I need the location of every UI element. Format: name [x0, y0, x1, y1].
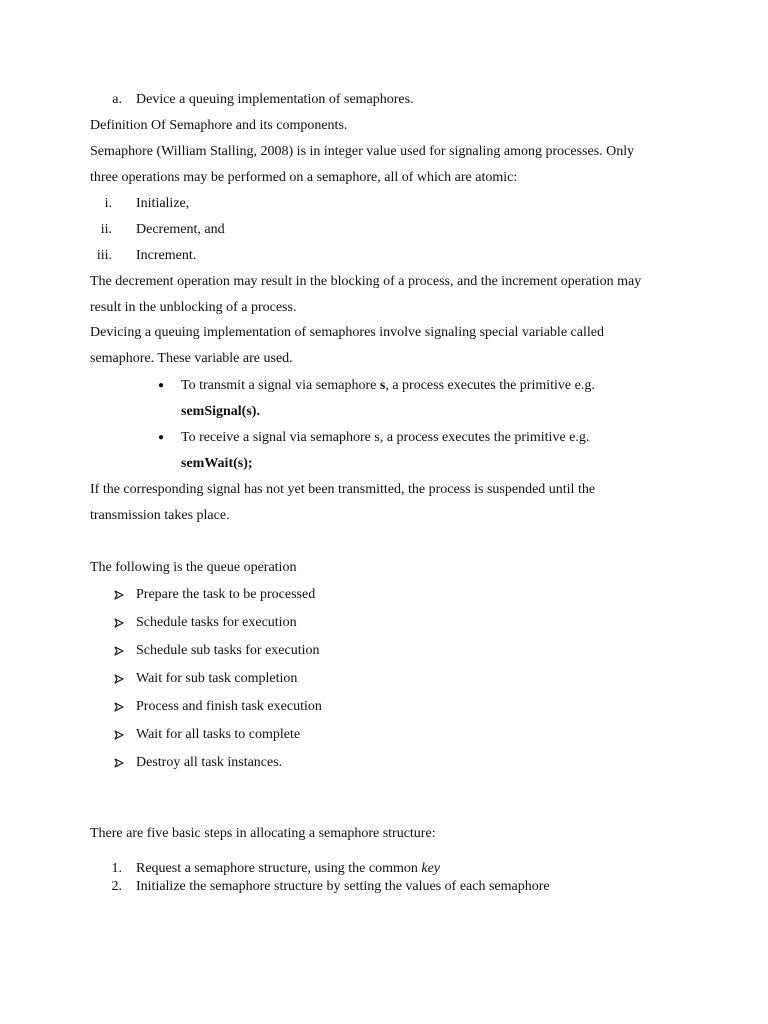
heading-item-text: Device a queuing implementation of semaphores.: [136, 92, 414, 107]
arrow-bullet-icon: [114, 730, 124, 740]
decrement-line-1: The decrement operation may result in the blocking of a process, and the increment operation may: [90, 274, 642, 289]
queue-step-item: Wait for sub task completion: [136, 671, 298, 686]
queue-step-item: Process and finish task execution: [136, 699, 322, 714]
bullet-text-post: , a process executes the primitive e.g.: [385, 378, 595, 393]
decrement-line-2: result in the unblocking of a process.: [90, 300, 297, 315]
code-primitive: semSignal(s).: [181, 404, 260, 419]
definition-title: Definition Of Semaphore and its components.: [90, 118, 348, 133]
bullet-text: [181, 377, 595, 395]
alloc-step: Initialize the semaphore structure by setting the values of each semaphore: [136, 879, 550, 894]
roman-marker: i.: [104, 196, 112, 211]
operation-item: Decrement, and: [136, 222, 225, 237]
queue-step-item: Prepare the task to be processed: [136, 587, 316, 602]
intro-line-1: Semaphore (William Stalling, 2008) is in integer value used for signaling among processes. Only: [90, 144, 635, 159]
semaphore-variable: s: [379, 378, 386, 393]
suspend-line-1: If the corresponding signal has not yet been transmitted, the process is suspended until the: [90, 482, 596, 497]
number-marker: 1.: [111, 861, 122, 876]
devicing-line-2: semaphore. These variable are used.: [90, 351, 293, 366]
key-term: key: [421, 861, 441, 876]
arrow-bullet-icon: [114, 646, 124, 656]
roman-marker: ii.: [100, 222, 112, 237]
operation-item: Initialize,: [136, 196, 190, 211]
intro-line-2: three operations may be performed on a semaphore, all of which are atomic:: [90, 170, 518, 185]
bullet-dot-icon: ●: [158, 432, 165, 443]
arrow-bullet-icon: [114, 674, 124, 684]
arrow-bullet-icon: [114, 618, 124, 628]
roman-marker: iii.: [96, 248, 112, 263]
queue-step-item: Destroy all task instances.: [136, 755, 283, 770]
list-marker: a.: [112, 92, 122, 107]
queue-intro: The following is the queue operation: [90, 560, 297, 575]
queue-step-item: Wait for all tasks to complete: [136, 727, 301, 742]
steps-intro: There are five basic steps in allocating a semaphore structure:: [90, 826, 436, 841]
devicing-line-1: Devicing a queuing implementation of semaphores involve signaling special variable called: [90, 325, 604, 340]
alloc-step: [136, 860, 440, 878]
code-primitive: semWait(s);: [181, 456, 253, 471]
bullet-text: To receive a signal via semaphore s, a process executes the primitive e.g.: [181, 430, 590, 445]
queue-step-item: Schedule tasks for execution: [136, 615, 297, 630]
suspend-line-2: transmission takes place.: [90, 508, 230, 523]
bullet-text-pre: To transmit a signal via semaphore: [181, 378, 380, 393]
arrow-bullet-icon: [114, 590, 124, 600]
arrow-bullet-icon: [114, 758, 124, 768]
queue-step-item: Schedule sub tasks for execution: [136, 643, 320, 658]
bullet-dot-icon: ●: [158, 380, 165, 391]
number-marker: 2.: [111, 879, 122, 894]
arrow-bullet-icon: [114, 702, 124, 712]
alloc-step-text: Request a semaphore structure, using the common: [136, 861, 422, 876]
operation-item: Increment.: [136, 248, 197, 263]
